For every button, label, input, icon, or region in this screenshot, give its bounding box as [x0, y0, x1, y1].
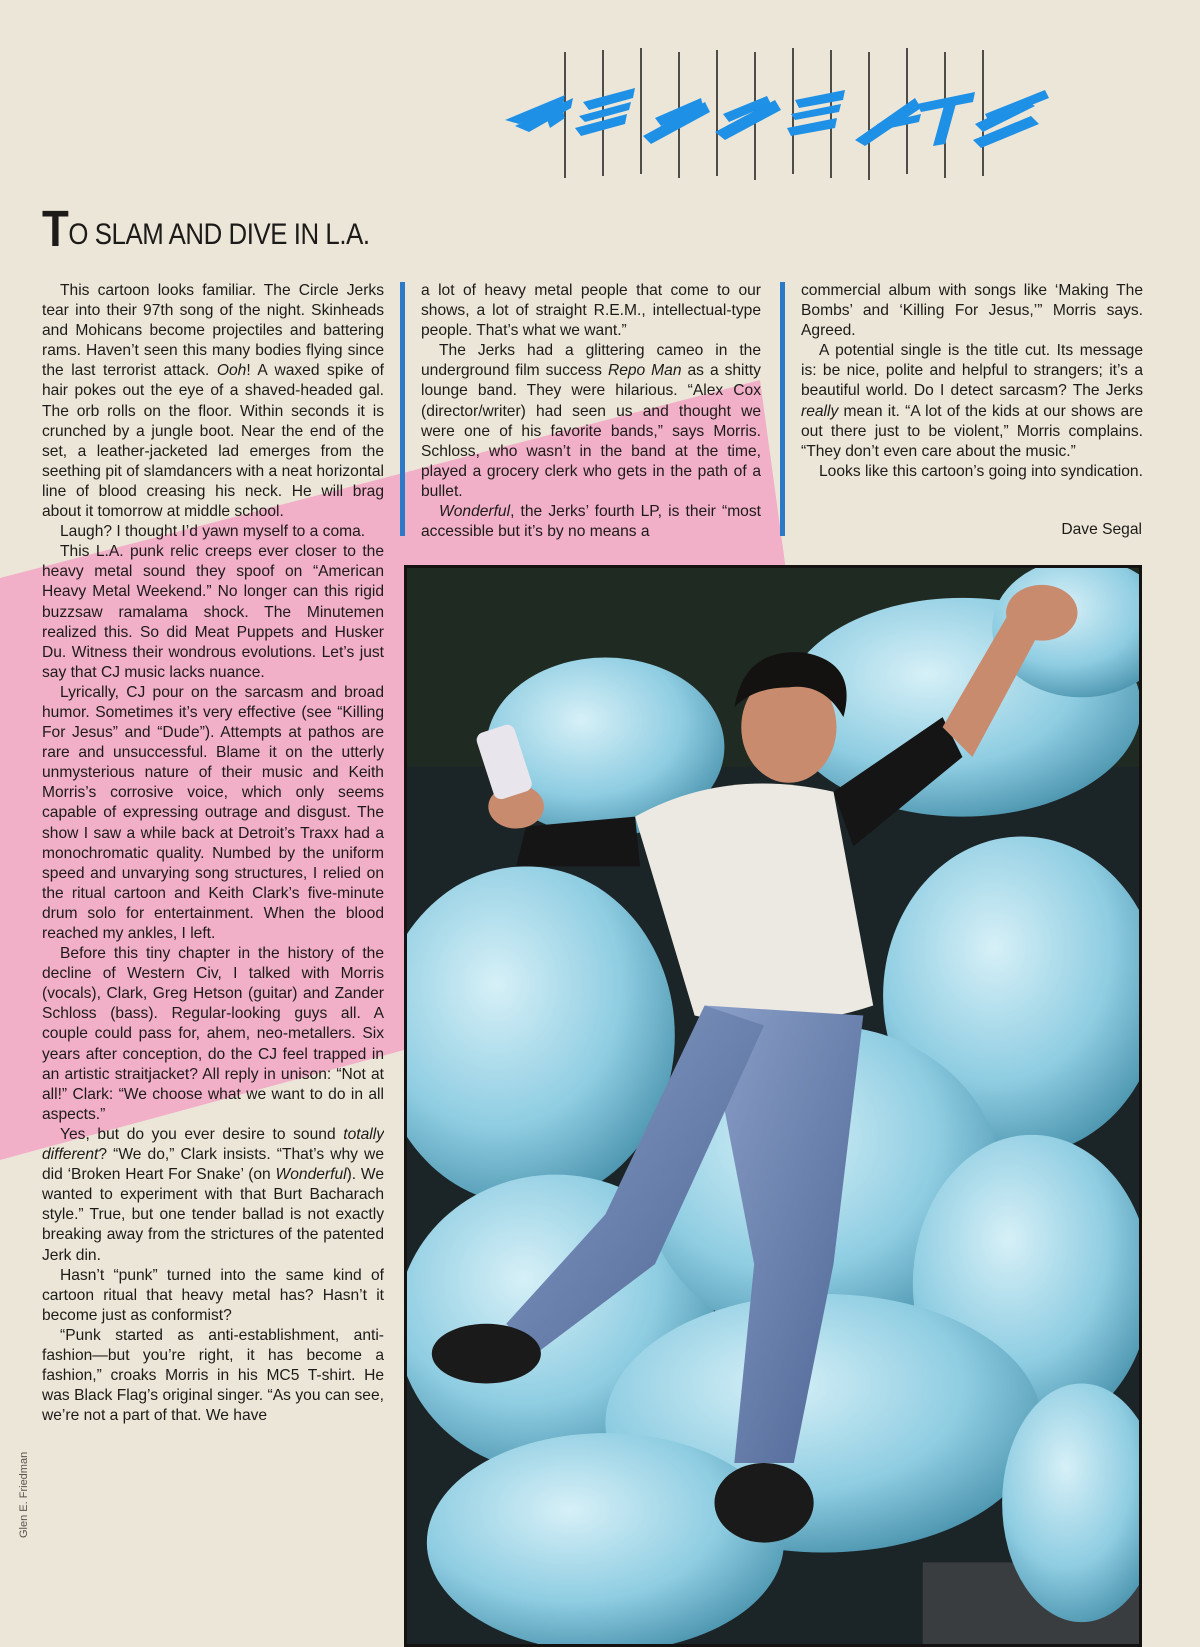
paragraph: This L.A. punk relic creeps ever closer to the heavy metal sound they spoof on “American Heavy Metal Weekend.” No longer can this rigid buzzsaw ramalama shock. The Minutemen realized this. So did Meat Puppets and Husker Du. Witness their wondrous evolutions. Let’s just say that CJ music lacks nuance.	[42, 543, 384, 681]
paragraph: commercial album with songs like ‘Making The Bombs’ and ‘Killing For Jesus,’” Morris says. Agreed.	[801, 282, 1143, 340]
paragraph: Laugh? I thought I’d yawn myself to a coma.	[60, 523, 366, 541]
byline: Dave Segal	[1061, 521, 1142, 538]
headline-text: O SLAM AND DIVE IN L.A.	[68, 218, 370, 251]
paragraph: Lyrically, CJ pour on the sarcasm and broad humor. Sometimes it’s very effective (see “Killing For Jesus” and “Dude”). Attempts at pathos are rare and unsuccessful. Blame it on the utterly unmysterious nature of their music and Keith Morris’s corrosive voice, which only seems capable of expressing outrage and disgust. The show I saw a while back at Detroit’s Traxx had a monochromatic quality. Numbed by the uniform speed and unvarying song structures, I relied on the ritual cartoon and Keith Clark’s five-minute drum solo for entertainment. When the blood reached my ankles, I left.	[42, 683, 384, 942]
paragraph: A potential single is the title cut. Its message is: be nice, polite and helpful to strangers; it’s a beautiful world. Do I detect sarcasm? The Jerks really mean it. “A lot of the kids at our shows are out there just to be violent,” Morris complains. “They don’t even care about the music.”	[801, 342, 1143, 460]
paragraph: a lot of heavy metal people that come to our shows, a lot of straight R.E.M., intellectual-type people. That’s what we want.”	[421, 282, 761, 340]
paragraph: Before this tiny chapter in the history of the decline of Western Civ, I talked with Morris (vocals), Clark, Greg Hetson (guitar) and Zander Schloss (bass). Regular-looking guys all. A couple could pass for, ahem, neo-metallers. Six years after conception, do the CJ feel trapped in an artistic straitjacket? All reply in unison: “Not at all!” Clark: “We choose what we want to do in all aspects.”	[42, 945, 384, 1123]
paragraph: Yes, but do you ever desire to sound totally different? “We do,” Clark insists. “That’s why we did ‘Broken Heart For Snake’ (on Wonderful). We wanted to experiment with that Burt Bacharach style.” True, but one tender ballad is not exactly breaking away from the strictures of the patented Jerk din.	[42, 1125, 384, 1264]
paragraph: This cartoon looks familiar. The Circle Jerks tear into their 97th song of the night. Skinheads and Mohicans become projectiles and battering rams. Haven’t seen this many bodies flying since the last terrorist attack. Ooh! A waxed spike of hair pokes out the eye of a shaved-headed gal. The orb rolls on the floor. Within seconds it is crunched by a jungle boot. Near the end of the set, a leather-jacketed lad emerges from the seething pit of slamdancers with a neat horizontal line of blood creasing his neck. He will brag about it tomorrow at middle school.	[42, 282, 384, 521]
paragraph: The Jerks had a glittering cameo in the underground film success Repo Man as a shitty lounge band. They were hilarious. “Alex Cox (director/writer) had seen us and thought we were one of his favorite bands,” says Morris. Schloss, who wasn’t in the band at the time, played a grocery clerk who gets in the path of a bullet.	[421, 342, 761, 500]
column-rule	[400, 282, 405, 536]
article-headline	[42, 200, 370, 257]
column-rule	[780, 282, 785, 536]
paragraph: Looks like this cartoon’s going into syndication.	[819, 462, 1143, 480]
newbeats-logo	[505, 40, 1095, 190]
article-column-2	[421, 281, 761, 543]
paragraph: “Punk started as anti-establishment, anti-fashion—but you’re right, it has become a fashion,” croaks Morris in his MC5 T-shirt. He was Black Flag’s original singer. “As you can see, we’re not a part of that. We have	[42, 1326, 384, 1425]
article-column-1	[42, 281, 384, 1626]
headline-initial: T	[42, 200, 69, 257]
article-photo	[404, 565, 1142, 1647]
photo-illustration	[407, 568, 1139, 1644]
photo-credit: Glen E. Friedman	[18, 1451, 30, 1538]
paragraph: Wonderful, the Jerks’ fourth LP, is their “most accessible but it’s by no means a	[421, 503, 761, 541]
article-column-3	[801, 281, 1143, 541]
paragraph: Hasn’t “punk” turned into the same kind of cartoon ritual that heavy metal has? Hasn’t it become just as conformist?	[42, 1266, 384, 1324]
